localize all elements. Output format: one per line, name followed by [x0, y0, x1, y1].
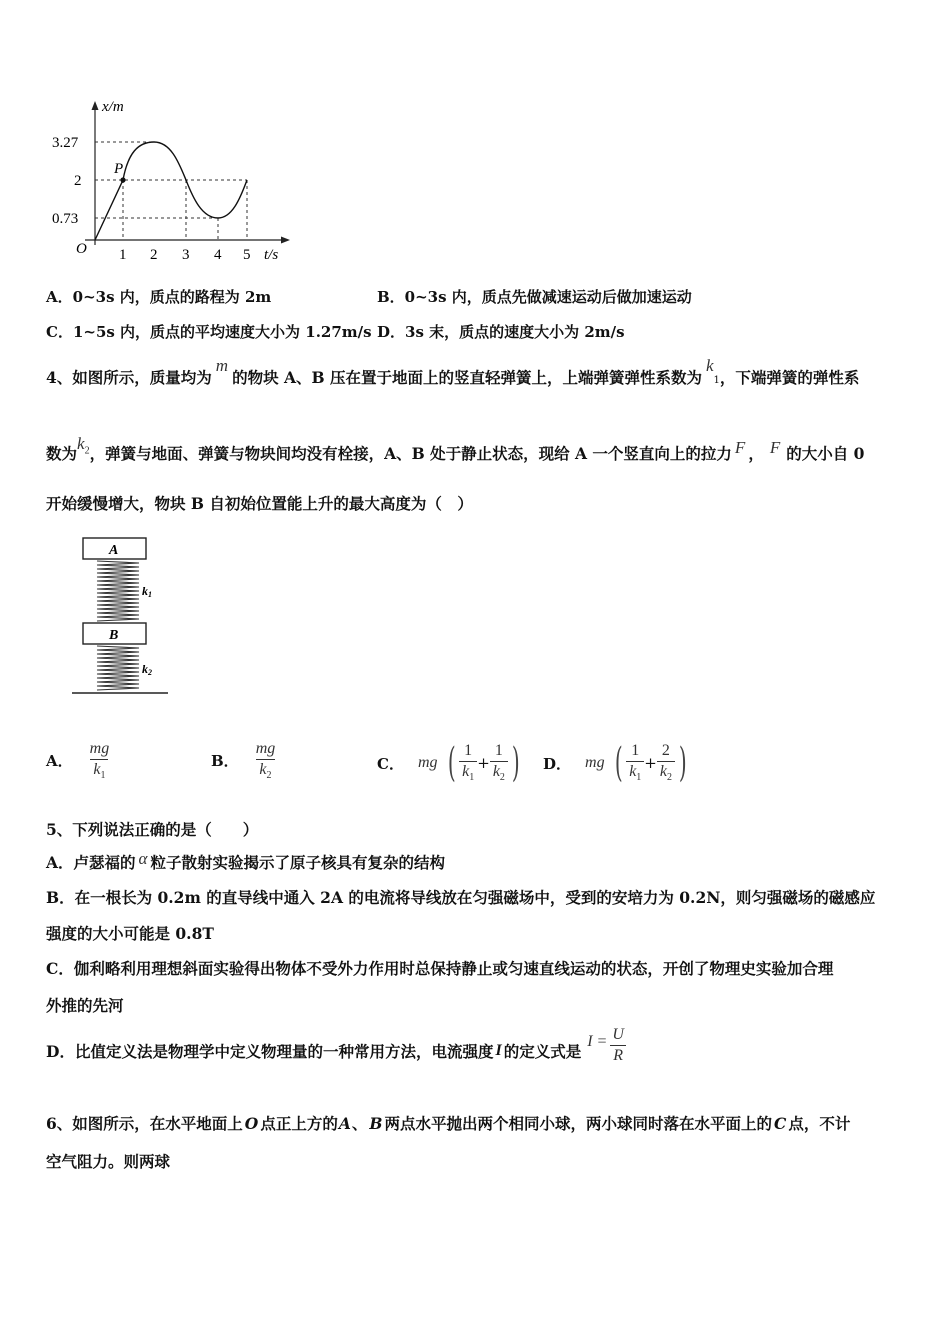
k2-symbol: $k_2$ [77, 434, 90, 457]
block-a-label: A [109, 543, 119, 558]
q3-option-a: A．0~3s 内，质点的路程为 2m [46, 288, 272, 306]
q4-stem-line1: 4、如图所示，质量均为m的物块 A、B 压在置于地面上的竖直轻弹簧上，上端弹簧弹性系数为k1，下端弹簧的弹性系 [46, 356, 860, 387]
spring-k2 [97, 646, 139, 690]
q6-stem-line2: 空气阻力。则两球 [46, 1152, 171, 1171]
q3-option-b: B．0~3s 内，质点先做减速运动后做加速运动 [377, 288, 692, 306]
q5-option-a: A．卢瑟福的 α 粒子散射实验揭示了原子核具有复杂的结构 [46, 849, 445, 872]
spring-k2-label: k2 [142, 662, 152, 677]
origin-label: O [76, 241, 87, 257]
x-tick-4: 4 [214, 247, 222, 263]
y-tick-0-73: 0.73 [52, 211, 79, 227]
x-tick-1: 1 [119, 247, 127, 263]
y-tick-3-27: 3.27 [52, 135, 79, 151]
q4-option-c: C． mg ( $\frac{1}{k_1}$ + $\frac{1}{k_2}$ ) [377, 740, 520, 786]
spring-k1-label: k1 [142, 584, 152, 599]
force-symbol-2: F [769, 438, 781, 457]
q5-option-c-line1: C．伽利略利用理想斜面实验得出物体不受外力作用时总保持静止或匀速直线运动的状态，开创了物理史实验加合理 [46, 959, 834, 978]
y-tick-2: 2 [74, 173, 82, 189]
q5-option-c-line2: 外推的先河 [46, 996, 124, 1015]
x-tick-2: 2 [150, 247, 158, 263]
y-axis-arrow [92, 101, 99, 110]
block-b-label: B [109, 628, 119, 643]
q5-option-d: D．比值定义法是物理学中定义物理量的一种常用方法，电流强度 I 的定义式是 I = $\frac{U}{R}$ [46, 1026, 627, 1065]
spring-figure [70, 535, 170, 700]
q5-option-b-line1: B．在一根长为 0.2m 的直导线中通入 2A 的电流将导线放在匀强磁场中，受到的安培力为 0.2N，则匀强磁场的磁感应 [46, 888, 876, 907]
point-p-label: P [114, 161, 124, 177]
force-symbol: F [734, 438, 746, 457]
q5-option-b-line2: 强度的大小可能是 0.8T [46, 924, 214, 943]
mass-symbol: m [215, 356, 229, 375]
spring-k1 [97, 561, 139, 621]
q6-stem-line1: 6、如图所示，在水平地面上 O 点正上方的A、 B 两点水平抛出两个相同小球，两小球同时落在水平面上的 C 点，不计 [46, 1114, 851, 1133]
k1-symbol: k [706, 356, 714, 375]
q5-stem: 5、下列说法正确的是（ ） [46, 820, 259, 839]
q4-stem-line3: 开始缓慢增大，物块 B 自初始位置能上升的最大高度为（ ） [46, 494, 473, 513]
x-tick-3: 3 [182, 247, 190, 263]
x-axis-label: t/s [264, 247, 279, 263]
y-axis-label: x/m [102, 99, 124, 115]
q3-option-d: D．3s 末，质点的速度大小为 2m/s [377, 323, 625, 341]
xt-graph [40, 95, 300, 265]
x-axis-arrow [281, 237, 290, 244]
q4-option-d: D． mg ( $\frac{1}{k_1}$ + $\frac{2}{k_2}$ ) [543, 740, 687, 786]
q4-option-a: A． $\frac{mg}{k_1}$ [46, 740, 110, 782]
q3-option-c: C．1~5s 内，质点的平均速度大小为 1.27m/s [46, 323, 372, 341]
x-tick-5: 5 [243, 247, 251, 263]
q4-stem-line2: 数为$k_2$，弹簧与地面、弹簧与物块间均没有栓接，A、B 处于静止状态，现给 A 一个竖直向上的拉力 F ， F 的大小自 0 [46, 434, 865, 463]
point-p [120, 177, 125, 182]
q4-option-b: B． $\frac{mg}{k_2}$ [211, 740, 276, 782]
xt-curve [95, 142, 247, 240]
